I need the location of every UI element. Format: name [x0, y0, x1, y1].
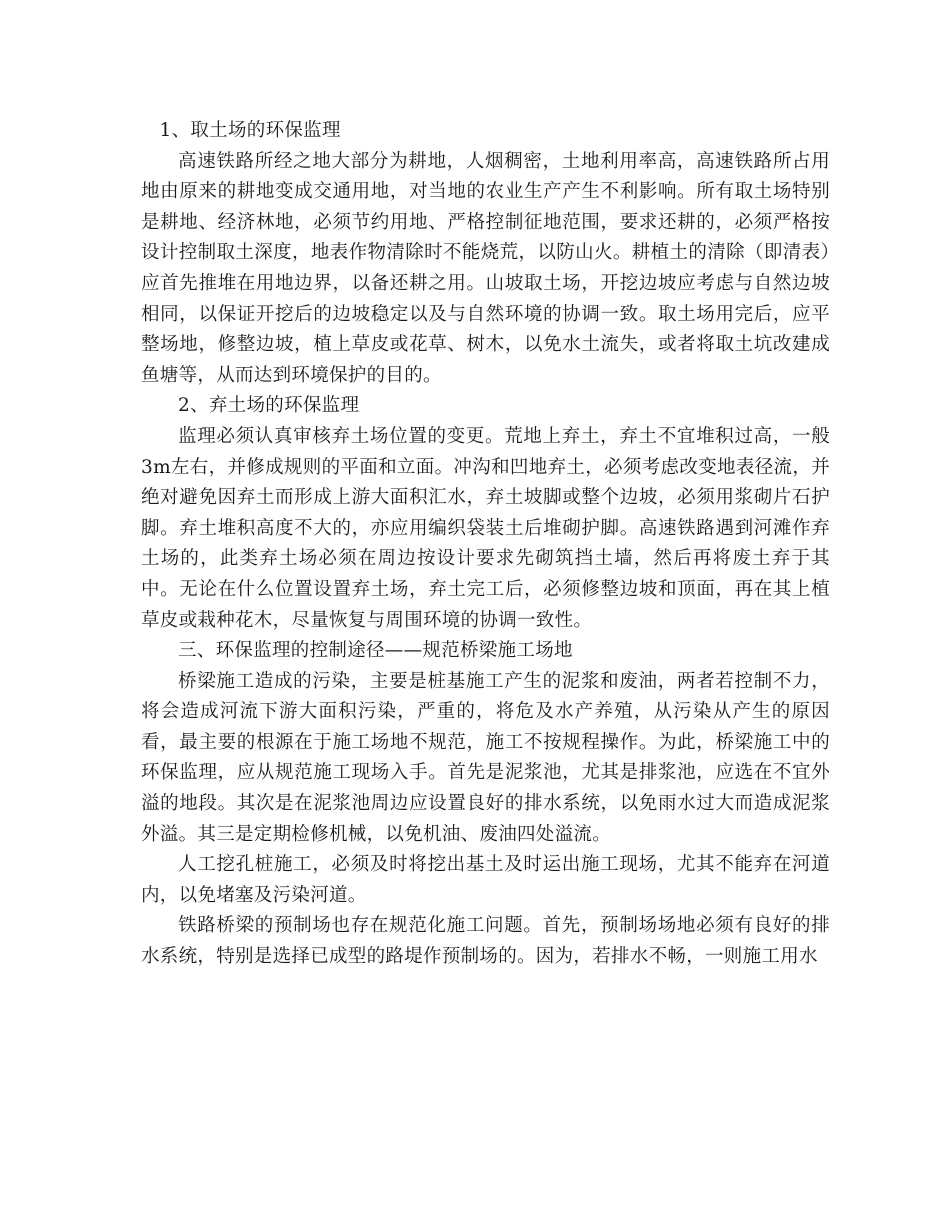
paragraph-manual-pile: 人工挖孔桩施工，必须及时将挖出基土及时运出施工现场，尤其不能弃在河道内，以免堵塞及污染河道。 — [141, 854, 830, 906]
paragraph-spoil-ground: 监理必须认真审核弃土场位置的变更。荒地上弃土，弃土不宜堆积过高，一般3m左右，并修成规则的平面和立面。冲沟和凹地弃土，必须考虑改变地表径流，并绝对避免因弃土而形成上游大面积汇水，弃土坡脚或整个边坡，必须用浆砌片石护脚。弃土堆积高度不大的，亦应用编织袋装土后堆砌护脚。高速铁路遇到河滩作弃土场的，此类弃土场必须在周边按设计要求先砌筑挡土墙，然后再将废土弃于其中。无论在什么位置设置弃土场，弃土完工后，必须修整边坡和顶面，再在其上植草皮或栽种花木，尽量恢复与周围环境的协调一致性。 — [141, 425, 830, 631]
section-heading-bridge-site: 三、环保监理的控制途径——规范桥梁施工场地 — [178, 640, 573, 662]
paragraph-precast-yard: 铁路桥梁的预制场也存在规范化施工问题。首先，预制场场地必须有良好的排水系统，特别是选择已成型的路堤作预制场的。因为，若排水不畅，一则施工用水 — [141, 915, 830, 968]
document-body — [141, 116, 830, 973]
section-heading-spoil-ground: 2、弃土场的环保监理 — [178, 395, 360, 417]
paragraph-borrow-pit: 高速铁路所经之地大部分为耕地，人烟稠密，土地利用率高，高速铁路所占用地由原来的耕地变成交通用地，对当地的农业生产产生不利影响。所有取土场特别是耕地、经济林地，必须节约用地、严格控制征地范围，要求还耕的，必须严格按设计控制取土深度，地表作物清除时不能烧荒，以防山火。耕植土的清除（即清表）应首先推堆在用地边界，以备还耕之用。山坡取土场，开挖边坡应考虑与自然边坡相同，以保证开挖后的边坡稳定以及与自然环境的协调一致。取土场用完后，应平整场地，修整边坡，植上草皮或花草、树木，以免水土流失，或者将取土坑改建成鱼塘等，从而达到环境保护的目的。 — [141, 150, 830, 386]
paragraph-bridge-pollution: 桥梁施工造成的污染，主要是桩基施工产生的泥浆和废油，两者若控制不力，将会造成河流下游大面积污染，严重的，将危及水产养殖，从污染从产生的原因看，最主要的根源在于施工场地不规范，施工不按规程操作。为此，桥梁施工中的环保监理，应从规范施工现场入手。首先是泥浆池，尤其是排浆池，应选在不宜外溢的地段。其次是在泥浆池周边应设置良好的排水系统，以免雨水过大而造成泥浆外溢。其三是定期检修机械，以免机油、废油四处溢流。 — [141, 670, 830, 845]
section-heading-borrow-pit: 1、取土场的环保监理 — [159, 120, 341, 141]
